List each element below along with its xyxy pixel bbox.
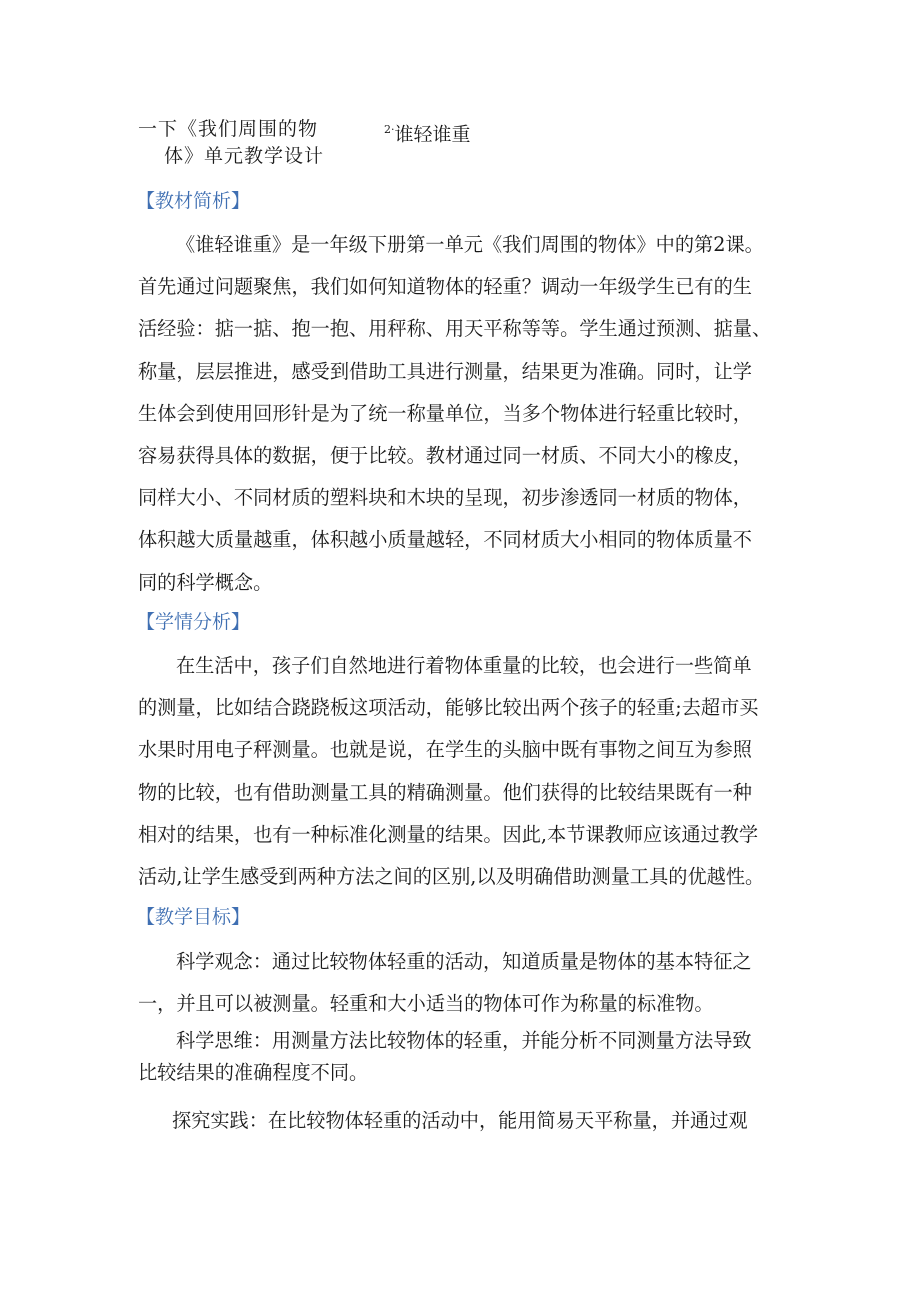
paragraph-line: 活经验：掂一掂、抱一抱、用秤称、用天平称等等。学生通过预测、掂量、 (138, 317, 772, 341)
paragraph-line: 在生活中，孩子们自然地进行着物体重量的比较，也会进行一些简单 (176, 654, 752, 677)
paragraph-line: 生体会到使用回形针是为了统一称量单位，当多个物体进行轻重比较时， (138, 401, 752, 425)
lesson-title-text: 谁轻谁重 (394, 123, 471, 146)
students-paragraph (138, 645, 800, 898)
paragraph-line: 探究实践：在比较物体轻重的活动中，能用简易天平称量，并通过观 (172, 1109, 748, 1132)
goal-practice (138, 1100, 800, 1142)
paragraph-line: 同的科学概念。 (138, 570, 273, 594)
section-heading-textbook: 【教材简析】 (136, 190, 251, 212)
unit-title-line2: 体》单元教学设计 (164, 145, 325, 167)
paragraph-line: 水果时用电子秤测量。也就是说，在学生的头脑中既有事物之间互为参照 (138, 738, 752, 762)
paragraph-line: 体积越大质量越重，体积越小质量越轻，不同材质大小相同的物体质量不 (138, 528, 752, 552)
paragraph-line: 科学思维：用测量方法比较物体的轻重，并能分析不同测量方法导致 (176, 1029, 752, 1052)
section-heading-goals: 【教学目标】 (136, 906, 251, 928)
paragraph-line: 活动,让学生感受到两种方法之间的区别,以及明确借助测量工具的优越性。 (138, 865, 765, 889)
paragraph-line: 同样大小、不同材质的塑料块和木块的呈现，初步渗透同一材质的物体， (138, 486, 752, 510)
paragraph-line: 比较结果的准确程度不同。 (138, 1061, 369, 1084)
paragraph-line: 容易获得具体的数据，便于比较。教材通过同一材质、不同大小的橡皮， (138, 444, 752, 468)
paragraph-line: 一，并且可以被测量。轻重和大小适当的物体可作为称量的标准物。 (138, 992, 714, 1015)
paragraph-line: 相对的结果，也有一种标准化测量的结果。因此,本节课教师应该通过教学 (138, 822, 759, 846)
paragraph-line: 的测量，比如结合跷跷板这项活动，能够比较出两个孩子的轻重;去超市买 (138, 696, 759, 720)
goal-thinking (138, 1025, 800, 1089)
unit-title-line1: 一下《我们周围的物 (138, 118, 319, 140)
paragraph-line: 物的比较，也有借助测量工具的精确测量。他们获得的比较结果既有一种 (138, 780, 752, 804)
paragraph-line: 首先通过问题聚焦，我们如何知道物体的轻重？调动一年级学生已有的生 (138, 275, 752, 299)
paragraph-line: 《谁轻谁重》是一年级下册第一单元《我们周围的物体》中的第2课。 (176, 233, 764, 256)
unit-title (138, 116, 324, 170)
paragraph-line: 科学观念：通过比较物体轻重的活动，知道质量是物体的基本特征之 (176, 950, 752, 973)
lesson-number: 2· (384, 123, 395, 136)
goal-concept (138, 941, 800, 1025)
textbook-paragraph (138, 224, 800, 604)
paragraph-line: 称量，层层推进，感受到借助工具进行测量，结果更为准确。同时，让学 (138, 359, 752, 383)
section-heading-students: 【学情分析】 (136, 611, 251, 633)
lesson-title (384, 118, 471, 146)
